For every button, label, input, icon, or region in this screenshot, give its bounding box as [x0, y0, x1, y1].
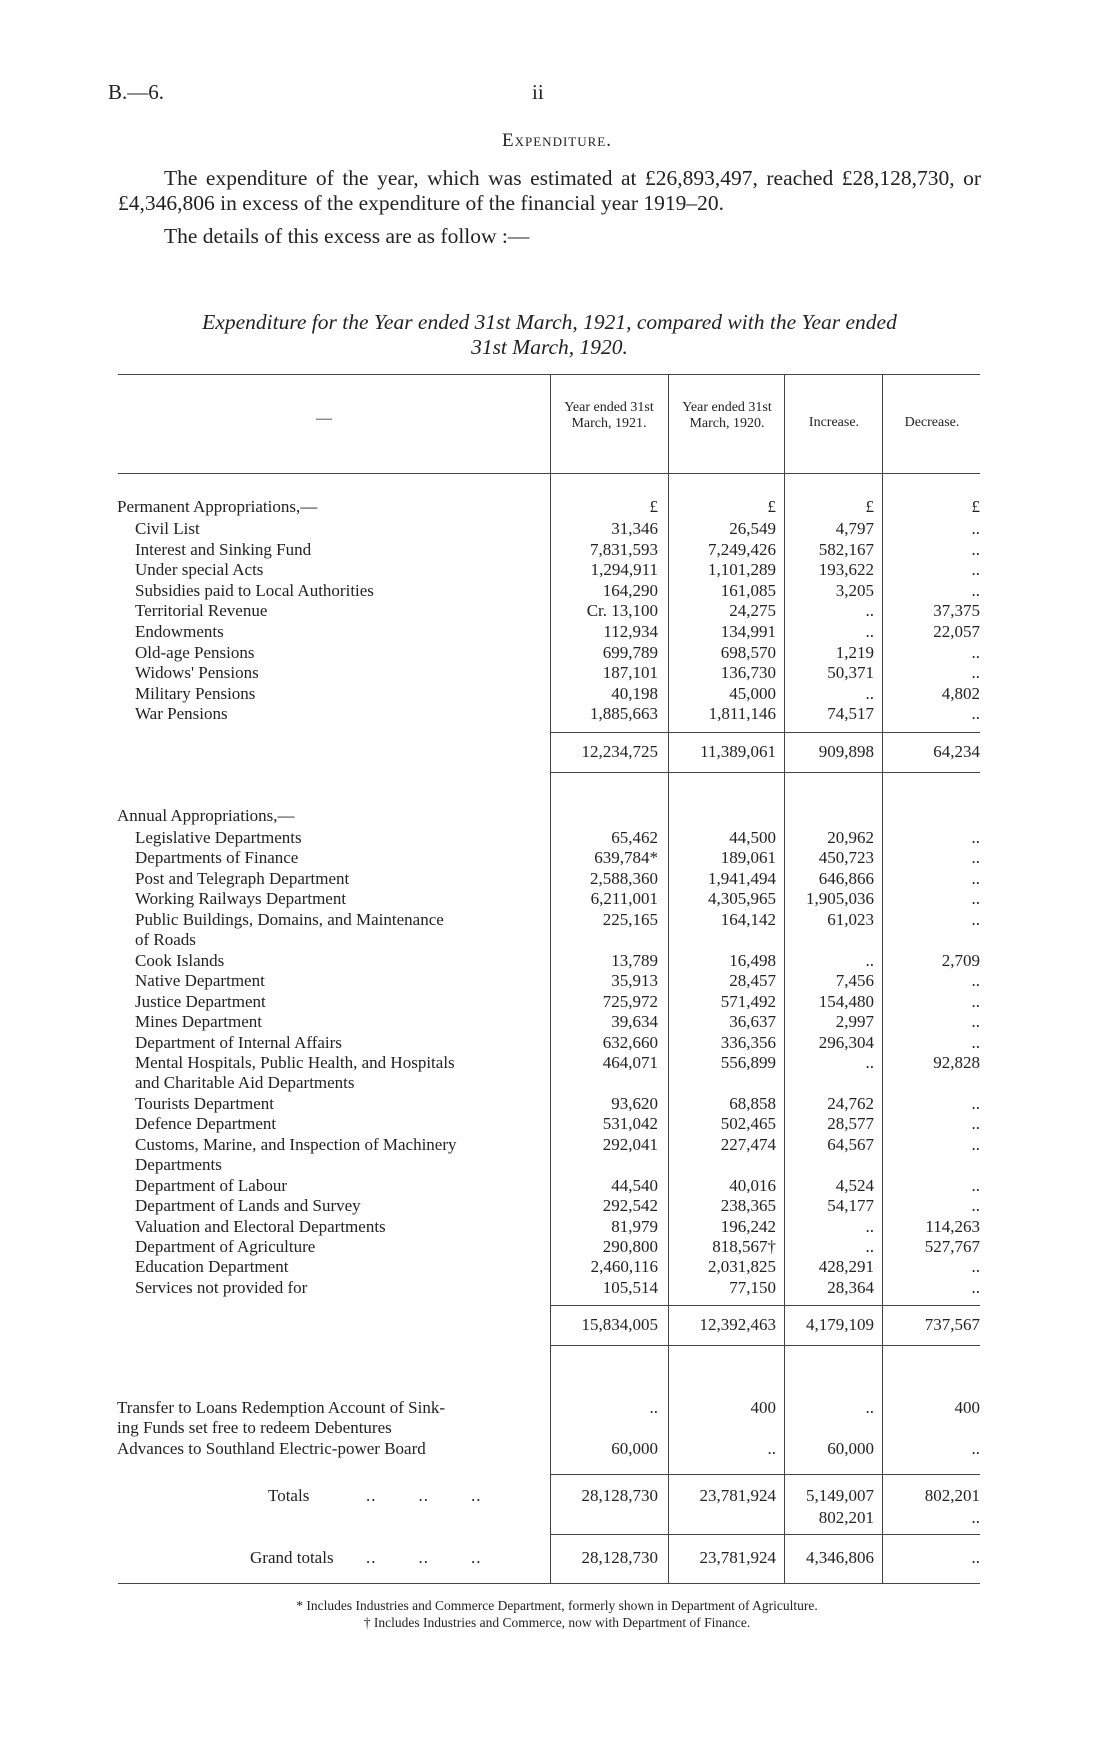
table-row	[0, 889, 1114, 909]
row-label: Widows' Pensions	[135, 663, 259, 683]
row-label-continued: Departments	[135, 1154, 222, 1174]
subtotal-rule	[550, 732, 980, 733]
totals-label: Totals	[268, 1486, 310, 1505]
cell-decrease: ..	[971, 519, 980, 538]
cell-1921: 44,540	[611, 1175, 658, 1195]
table-row	[0, 951, 1114, 971]
table-row	[0, 1176, 1114, 1196]
row-label: Military Pensions	[135, 683, 256, 703]
cell-decrease: ..	[971, 991, 980, 1011]
table-row	[0, 1196, 1114, 1216]
cell-1921: 39,634	[611, 1012, 658, 1032]
table-row	[0, 622, 1114, 642]
cell-increase: 54,177	[827, 1196, 874, 1216]
cell-increase: ..	[865, 683, 874, 703]
cell-1921: 60,000	[611, 1439, 658, 1458]
cell-1921: 35,913	[611, 971, 658, 991]
grand-totals-1920: 23,781,924	[699, 1548, 776, 1567]
table-row	[0, 704, 1114, 724]
totals-increase: 5,149,007	[806, 1486, 874, 1505]
cell-increase: ..	[865, 1216, 874, 1236]
table-row	[0, 1052, 1114, 1092]
cell-increase: 3,205	[835, 580, 874, 600]
section-title: Annual Appropriations,—	[117, 806, 295, 825]
cell-1920: 7,249,426	[708, 539, 776, 559]
cell-1920: 68,858	[729, 1093, 776, 1113]
cell-1920: 16,498	[729, 950, 776, 970]
cell-1921: 2,460,116	[590, 1257, 658, 1277]
table-row	[0, 1237, 1114, 1257]
leader-dots: .. .. ..	[366, 1548, 482, 1567]
table-row	[0, 1217, 1114, 1237]
intro-paragraph: The details of this excess are as follow :—	[164, 224, 530, 248]
cell-decrease: ..	[971, 848, 980, 868]
grand-totals-rule	[550, 1534, 980, 1535]
row-label: Education Department	[135, 1257, 289, 1277]
table-row	[0, 992, 1114, 1012]
table-row	[0, 1114, 1114, 1134]
cell-increase: ..	[865, 622, 874, 641]
cell-1920: 45,000	[729, 683, 776, 703]
cell-increase: 296,304	[818, 1032, 874, 1052]
table-row	[0, 1012, 1114, 1032]
cell-1921: Cr. 13,100	[586, 601, 658, 621]
table-row	[0, 848, 1114, 868]
cell-decrease: ..	[971, 971, 980, 991]
subtotal-decrease: 64,234	[933, 742, 980, 761]
row-label-continued: and Charitable Aid Departments	[135, 1072, 355, 1092]
cell-1920: 24,275	[729, 601, 776, 621]
cell-1920: 227,474	[720, 1134, 776, 1154]
table-row	[0, 601, 1114, 621]
totals-decrease-offset: ..	[971, 1508, 980, 1527]
cell-1920: 818,567†	[712, 1237, 776, 1256]
table-rule	[118, 1583, 980, 1584]
cell-increase: 428,291	[818, 1257, 874, 1277]
cell-1920: 571,492	[720, 991, 776, 1011]
cell-increase: 28,577	[827, 1114, 874, 1134]
report-reference: B.—6.	[108, 80, 165, 104]
cell-increase: ..	[865, 1398, 874, 1417]
cell-1921: 93,620	[611, 1093, 658, 1113]
section-title-row	[0, 497, 1114, 517]
subtotal-rule	[550, 1305, 980, 1306]
table-row	[0, 828, 1114, 848]
cell-1920: 698,570	[720, 642, 776, 662]
cell-decrease: ..	[971, 828, 980, 847]
row-label: Legislative Departments	[135, 828, 302, 847]
cell-increase: 4,524	[835, 1175, 874, 1195]
row-label: Transfer to Loans Redemption Account of Sink-	[117, 1398, 445, 1417]
cell-decrease: ..	[971, 1277, 980, 1297]
row-label: Department of Labour	[135, 1175, 287, 1195]
column-head-1920: Year ended 31st March, 1920.	[682, 400, 772, 431]
cell-1920: 28,457	[729, 971, 776, 991]
cell-1920: 161,085	[720, 580, 776, 600]
cell-increase: 74,517	[827, 704, 874, 724]
cell-decrease: ..	[971, 663, 980, 683]
annual-subtotal-row	[0, 1314, 1114, 1336]
cell-decrease: ..	[971, 1175, 980, 1195]
cell-decrease: ..	[971, 1439, 980, 1458]
cell-increase: 60,000	[827, 1439, 874, 1458]
row-label: Customs, Marine, and Inspection of Machinery	[135, 1134, 457, 1154]
cell-1920: 1,941,494	[708, 868, 776, 888]
cell-decrease: ..	[971, 868, 980, 888]
cell-decrease: ..	[971, 560, 980, 580]
cell-decrease: 2,709	[941, 950, 980, 970]
table-row	[0, 1257, 1114, 1277]
cell-decrease: ..	[971, 889, 980, 909]
unit-label: £	[971, 497, 980, 516]
caption-line: Expenditure for the Year ended 31st March, 1921, compared with the Year ended	[202, 310, 897, 334]
row-label: Services not provided for	[135, 1277, 308, 1297]
cell-1921: 112,934	[603, 622, 658, 641]
cell-increase: 20,962	[827, 828, 874, 847]
subtotal-1921: 15,834,005	[581, 1315, 658, 1334]
cell-1921: 40,198	[611, 683, 658, 703]
cell-1921: 699,789	[602, 642, 658, 662]
column-head-1921: Year ended 31st March, 1921.	[564, 400, 654, 431]
cell-increase: 582,167	[818, 539, 874, 559]
cell-increase: 61,023	[827, 909, 874, 929]
section-title: Permanent Appropriations,—	[117, 497, 318, 516]
cell-increase: 64,567	[827, 1134, 874, 1154]
cell-1920: 2,031,825	[708, 1257, 776, 1277]
cell-decrease: ..	[971, 1093, 980, 1113]
table-row	[0, 1134, 1114, 1174]
totals-row-second	[0, 1507, 1114, 1529]
caption-line: 31st March, 1920.	[471, 335, 628, 359]
grand-totals-increase: 4,346,806	[806, 1548, 874, 1567]
column-head-decrease: Decrease.	[904, 415, 960, 430]
row-label: Mental Hospitals, Public Health, and Hospitals	[135, 1052, 455, 1072]
row-label: Working Railways Department	[135, 889, 347, 909]
row-label: Valuation and Electoral Departments	[135, 1216, 386, 1236]
cell-1921: 31,346	[611, 519, 658, 538]
totals-decrease: 802,201	[924, 1486, 980, 1505]
cell-1921: 639,784*	[594, 848, 658, 868]
totals-increase-offset: 802,201	[818, 1508, 874, 1527]
row-label: Tourists Department	[135, 1093, 275, 1113]
cell-1920: 136,730	[720, 663, 776, 683]
table-row	[0, 519, 1114, 539]
cell-decrease: ..	[971, 642, 980, 662]
cell-decrease: ..	[971, 704, 980, 724]
cell-decrease: ..	[971, 580, 980, 600]
cell-1920: 36,637	[729, 1012, 776, 1032]
cell-1920: 556,899	[720, 1052, 776, 1072]
section-title-row	[0, 806, 1114, 826]
cell-1920: 502,465	[720, 1114, 776, 1134]
cell-increase: ..	[865, 1237, 874, 1256]
cell-1921: ..	[649, 1398, 658, 1417]
cell-increase: 450,723	[818, 848, 874, 868]
row-label: Native Department	[135, 971, 265, 991]
table-row	[0, 560, 1114, 580]
cell-1921: 13,789	[611, 950, 658, 970]
row-label: Cook Islands	[135, 950, 225, 970]
cell-decrease: ..	[971, 1032, 980, 1052]
cell-1920: 164,142	[720, 909, 776, 929]
subtotal-decrease: 737,567	[924, 1315, 980, 1334]
table-row	[0, 971, 1114, 991]
row-label: Interest and Sinking Fund	[135, 539, 312, 559]
cell-increase: 646,866	[818, 868, 874, 888]
cell-increase: ..	[865, 950, 874, 970]
cell-increase: ..	[865, 601, 874, 621]
cell-1920: 77,150	[729, 1277, 776, 1297]
unit-label: £	[649, 497, 658, 516]
cell-1920: 40,016	[729, 1175, 776, 1195]
row-label: War Pensions	[135, 704, 228, 724]
cell-1920: 1,811,146	[708, 704, 776, 724]
row-label: Justice Department	[135, 991, 266, 1011]
cell-1921: 464,071	[602, 1052, 658, 1072]
table-row	[0, 540, 1114, 560]
row-label: Advances to Southland Electric-power Board	[117, 1439, 426, 1458]
subtotal-rule	[550, 772, 980, 773]
cell-1920: 400	[750, 1398, 776, 1417]
table-row	[0, 663, 1114, 683]
cell-1921: 632,660	[602, 1032, 658, 1052]
intro-paragraph: The expenditure of the year, which was estimated at £26,893,497, reached £28,128,730, or £4,346,806 in excess of the expenditure of the financial year 1919–20.	[118, 166, 981, 215]
table-row	[0, 1278, 1114, 1298]
cell-increase: 1,905,036	[806, 889, 874, 909]
row-label-continued: of Roads	[135, 929, 196, 949]
column-head-label: —	[316, 410, 332, 427]
row-label: Department of Internal Affairs	[135, 1032, 342, 1052]
cell-1921: 225,165	[602, 909, 658, 929]
table-row	[0, 1398, 1114, 1437]
footnotes	[0, 1597, 1114, 1631]
grand-totals-label: Grand totals	[250, 1548, 334, 1567]
footnote: † Includes Industries and Commerce, now with Department of Finance.	[363, 1615, 751, 1630]
cell-decrease: ..	[971, 1114, 980, 1134]
cell-decrease: 92,828	[933, 1052, 980, 1072]
cell-1920: 134,991	[720, 622, 776, 641]
subtotal-increase: 909,898	[818, 742, 874, 761]
cell-decrease: 4,802	[941, 683, 980, 703]
cell-decrease: ..	[971, 1012, 980, 1032]
cell-1921: 7,831,593	[590, 539, 658, 559]
cell-decrease: ..	[971, 1196, 980, 1216]
cell-1921: 164,290	[602, 580, 658, 600]
totals-1921: 28,128,730	[581, 1486, 658, 1505]
cell-1921: 531,042	[602, 1114, 658, 1134]
cell-1921: 187,101	[602, 663, 658, 683]
cell-1921: 292,542	[602, 1196, 658, 1216]
row-label: Departments of Finance	[135, 848, 299, 868]
cell-1921: 81,979	[611, 1216, 658, 1236]
cell-decrease: 37,375	[933, 601, 980, 621]
cell-1921: 725,972	[602, 991, 658, 1011]
table-rule	[118, 473, 980, 474]
section-heading: Expenditure.	[502, 130, 612, 151]
table-row	[0, 909, 1114, 949]
table-row	[0, 869, 1114, 889]
permanent-subtotal-row	[0, 741, 1114, 763]
cell-1920: 238,365	[720, 1196, 776, 1216]
cell-1921: 65,462	[611, 828, 658, 847]
row-label: Department of Agriculture	[135, 1237, 316, 1256]
cell-increase: ..	[865, 1052, 874, 1072]
row-label: Mines Department	[135, 1012, 262, 1032]
cell-increase: 50,371	[827, 663, 874, 683]
table-row	[0, 1094, 1114, 1114]
row-label: Post and Telegraph Department	[135, 868, 350, 888]
totals-row	[0, 1485, 1114, 1507]
table-row	[0, 684, 1114, 704]
row-label-continued: ing Funds set free to redeem Debentures	[117, 1418, 392, 1437]
table-row	[0, 1033, 1114, 1053]
cell-1920: ..	[767, 1439, 776, 1458]
cell-1920: 1,101,289	[708, 560, 776, 580]
grand-totals-1921: 28,128,730	[581, 1548, 658, 1567]
unit-label: £	[865, 497, 874, 516]
totals-rule	[550, 1474, 980, 1475]
cell-increase: 4,797	[835, 519, 874, 538]
row-label: Territorial Revenue	[135, 601, 268, 621]
cell-1920: 26,549	[729, 519, 776, 538]
cell-increase: 193,622	[818, 560, 874, 580]
cell-1920: 44,500	[729, 828, 776, 847]
cell-increase: 2,997	[835, 1012, 874, 1032]
row-label: Old-age Pensions	[135, 642, 255, 662]
table-row	[0, 643, 1114, 663]
row-label: Public Buildings, Domains, and Maintenance	[135, 909, 444, 929]
column-head-increase: Increase.	[808, 415, 860, 430]
cell-decrease: ..	[971, 1257, 980, 1277]
subtotal-increase: 4,179,109	[806, 1315, 874, 1334]
grand-totals-row	[0, 1547, 1114, 1569]
cell-decrease: ..	[971, 539, 980, 559]
table-rule	[118, 374, 980, 375]
cell-increase: 7,456	[835, 971, 874, 991]
cell-1921: 105,514	[602, 1277, 658, 1297]
row-label: Subsidies paid to Local Authorities	[135, 580, 374, 600]
cell-1920: 4,305,965	[708, 889, 776, 909]
cell-decrease: 527,767	[924, 1237, 980, 1256]
cell-decrease: 114,263	[925, 1216, 980, 1236]
subtotal-1920: 11,389,061	[700, 742, 776, 761]
cell-increase: 24,762	[827, 1093, 874, 1113]
cell-1921: 1,885,663	[590, 704, 658, 724]
cell-decrease: ..	[971, 1134, 980, 1154]
row-label: Civil List	[135, 519, 200, 538]
cell-1920: 196,242	[720, 1216, 776, 1236]
grand-totals-decrease: ..	[971, 1548, 980, 1567]
cell-increase: 154,480	[818, 991, 874, 1011]
table-row	[0, 581, 1114, 601]
cell-1921: 290,800	[602, 1237, 658, 1256]
page-number: ii	[532, 80, 544, 104]
cell-1921: 6,211,001	[590, 889, 658, 909]
cell-decrease: 400	[954, 1398, 980, 1417]
cell-1921: 1,294,911	[590, 560, 658, 580]
cell-1921: 2,588,360	[590, 868, 658, 888]
cell-decrease: ..	[971, 909, 980, 929]
cell-increase: 1,219	[835, 642, 874, 662]
leader-dots: .. .. ..	[366, 1486, 482, 1505]
unit-label: £	[767, 497, 776, 516]
footnote: * Includes Industries and Commerce Department, formerly shown in Department of Agriculture.	[296, 1598, 818, 1613]
cell-1920: 189,061	[720, 848, 776, 868]
cell-1920: 336,356	[720, 1032, 776, 1052]
subtotal-1921: 12,234,725	[581, 742, 658, 761]
table-row	[0, 1439, 1114, 1459]
row-label: Defence Department	[135, 1114, 277, 1134]
cell-decrease: 22,057	[933, 622, 980, 641]
totals-1920: 23,781,924	[699, 1486, 776, 1505]
cell-increase: 28,364	[827, 1277, 874, 1297]
row-label: Endowments	[135, 622, 224, 641]
cell-1921: 292,041	[602, 1134, 658, 1154]
subtotal-1920: 12,392,463	[699, 1315, 776, 1334]
row-label: Under special Acts	[135, 560, 264, 580]
subtotal-rule	[550, 1345, 980, 1346]
row-label: Department of Lands and Survey	[135, 1196, 361, 1216]
